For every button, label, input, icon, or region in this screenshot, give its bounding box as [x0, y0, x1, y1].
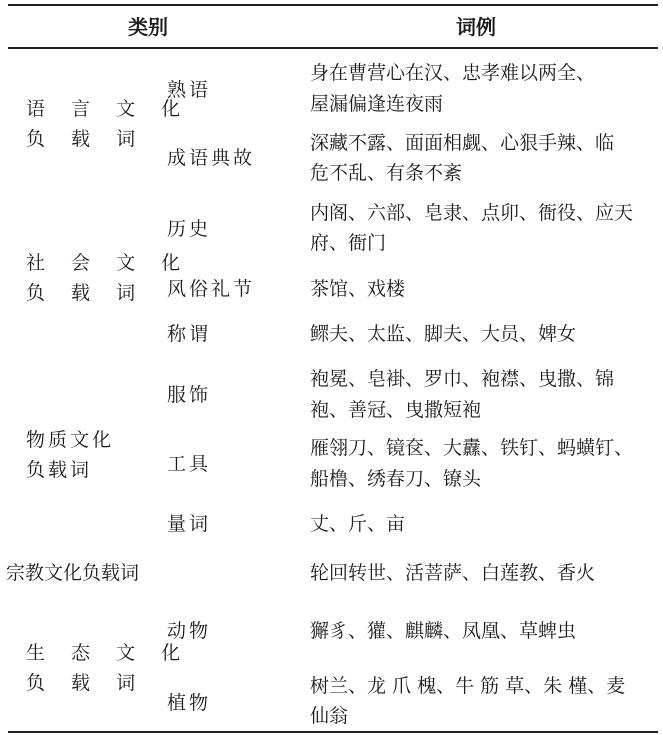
example-words: 茶馆、戏楼 — [310, 278, 406, 300]
example-words: 丈、斤、亩 — [310, 513, 406, 535]
table-bottom-rule — [8, 731, 658, 733]
group-name: 宗教文化负载词 — [6, 562, 140, 584]
group-name: 负 载 词 — [26, 128, 146, 150]
example-words: 身在曹营心在汉、忠孝难以两全、 — [310, 62, 596, 84]
subcategory: 称谓 — [167, 323, 212, 345]
example-words: 深藏不露、面面相觑、心狠手辣、临 — [310, 132, 615, 154]
group-name: 物质文化 — [26, 429, 115, 451]
subcategory: 植物 — [167, 692, 212, 714]
example-words: 内阁、六部、皂隶、点卯、衙役、应天 — [310, 202, 634, 224]
subcategory: 工具 — [167, 453, 212, 475]
subcategory: 熟语 — [167, 79, 212, 101]
subcategory: 量词 — [167, 513, 212, 535]
example-words: 獬豸、獾、麒麟、凤凰、草蜱虫 — [310, 620, 577, 642]
group-name: 负 载 词 — [26, 672, 146, 694]
subcategory: 服饰 — [167, 384, 212, 406]
example-words: 袍冕、皂褂、罗巾、袍襟、曳撒、锦 — [310, 368, 615, 390]
example-words: 袍、善冠、曳撒短袍 — [310, 399, 482, 421]
example-words: 鳏夫、太监、脚夫、大员、婢女 — [310, 323, 577, 345]
group-name: 生 态 文 化 — [26, 642, 191, 664]
example-words: 雁翎刀、镜奁、大纛、铁钉、蚂蟥钉、 — [310, 437, 634, 459]
header-rule — [8, 47, 658, 49]
subcategory: 动物 — [167, 620, 212, 642]
example-words: 树兰、龙 爪 槐、牛 筋 草、朱 槿、麦 — [310, 675, 626, 697]
group-name: 语 言 文 化 — [26, 98, 191, 120]
example-words: 屋漏偏逢连夜雨 — [310, 93, 444, 115]
example-words: 船橹、绣春刀、镣头 — [310, 468, 482, 490]
group-name: 负载词 — [26, 459, 93, 481]
subcategory: 历史 — [167, 218, 212, 240]
header-words: 词例 — [456, 15, 496, 39]
header-category: 类别 — [128, 15, 168, 39]
example-words: 仙翁 — [310, 705, 349, 727]
example-words: 轮回转世、活菩萨、白莲教、香火 — [310, 562, 596, 584]
group-name: 社 会 文 化 — [26, 252, 191, 274]
group-name: 负 载 词 — [26, 282, 146, 304]
example-words: 府、衙门 — [310, 232, 387, 254]
example-words: 危不乱、有条不紊 — [310, 162, 463, 184]
subcategory: 风俗礼节 — [167, 278, 256, 300]
table-top-rule — [8, 4, 658, 6]
subcategory: 成语典故 — [167, 147, 256, 169]
